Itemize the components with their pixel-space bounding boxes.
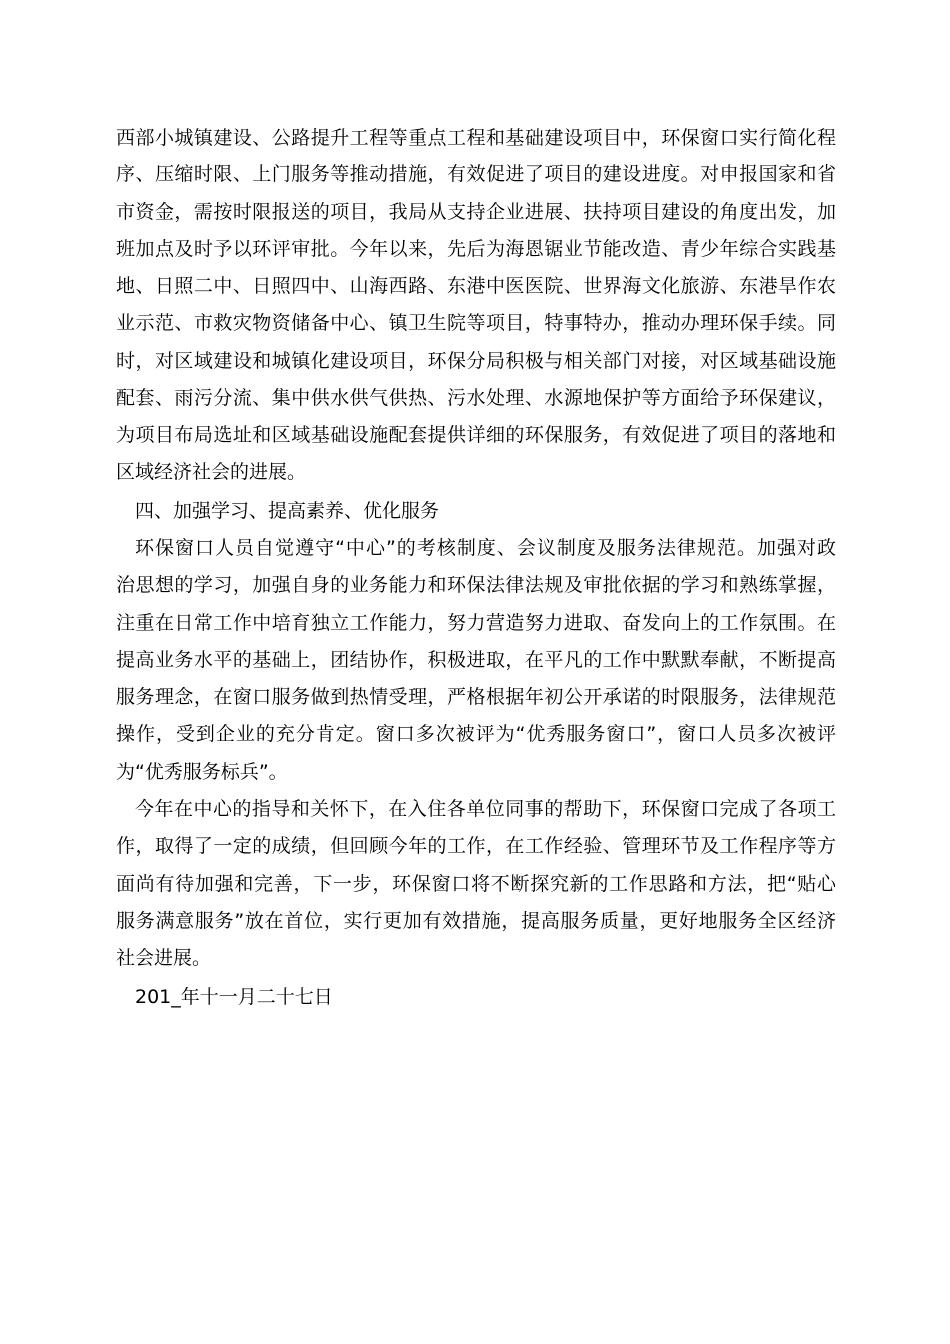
body-text-line: 面尚有待加强和完善，下一步，环保窗口将不断探究新的工作思路和方法，把“贴心 [116,873,836,895]
body-text-line: 区域经济社会的进展。 [116,461,307,483]
body-text-line: 社会进展。 [116,947,212,969]
body-text-line: 市资金，需按时限报送的项目，我局从支持企业进展、扶持项目建设的角度出发，加 [116,201,836,223]
body-text-line: 班加点及时予以环评审批。今年以来，先后为海恩锯业节能改造、青少年综合实践基 [116,238,836,260]
body-text-line: 西部小城镇建设、公路提升工程等重点工程和基础建设项目中，环保窗口实行简化程 [116,127,836,149]
section-heading: 四、加强学习、提高素养、优化服务 [135,500,440,522]
body-text-line: 业示范、市救灾物资储备中心、镇卫生院等项目，特事特办，推动办理环保手续。同 [116,312,836,334]
body-text-line: 提高业务水平的基础上，团结协作，积极进取，在平凡的工作中默默奉献，不断提高 [116,649,836,671]
body-text-line: 序、压缩时限、上门服务等推动措施，有效促进了项目的建设进度。对申报国家和省 [116,163,836,185]
body-text-line: 环保窗口人员自觉遵守“中心”的考核制度、会议制度及服务法律规范。加强对政 [135,537,836,559]
body-text-line: 地、日照二中、日照四中、山海西路、东港中医医院、世界海文化旅游、东港旱作农 [116,275,836,297]
body-text-line: 为项目布局选址和区域基础设施配套提供详细的环保服务，有效促进了项目的落地和 [116,424,836,446]
body-text-line: 配套、雨污分流、集中供水供气供热、污水处理、水源地保护等方面给予环保建议， [116,387,836,409]
body-text-line: 注重在日常工作中培育独立工作能力，努力营造努力进取、奋发向上的工作氛围。在 [116,612,836,634]
date-line: 201_年十一月二十七日 [135,986,333,1008]
body-text-line: 服务理念，在窗口服务做到热情受理，严格根据年初公开承诺的时限服务，法律规范 [116,686,836,708]
body-text-line: 为“优秀服务标兵”。 [116,761,288,783]
body-text-line: 服务满意服务”放在首位，实行更加有效措施，提高服务质量，更好地服务全区经济 [116,910,836,932]
body-text-line: 操作，受到企业的充分肯定。窗口多次被评为“优秀服务窗口”，窗口人员多次被评 [116,723,836,745]
body-text-line: 治思想的学习，加强自身的业务能力和环保法律法规及审批依据的学习和熟练掌握， [116,574,836,596]
body-text-line: 时，对区域建设和城镇化建设项目，环保分局积极与相关部门对接，对区域基础设施 [116,350,836,372]
body-text-line: 作，取得了一定的成绩，但回顾今年的工作，在工作经验、管理环节及工作程序等方 [116,835,836,857]
body-text-line: 今年在中心的指导和关怀下，在入住各单位同事的帮助下，环保窗口完成了各项工 [135,798,836,820]
